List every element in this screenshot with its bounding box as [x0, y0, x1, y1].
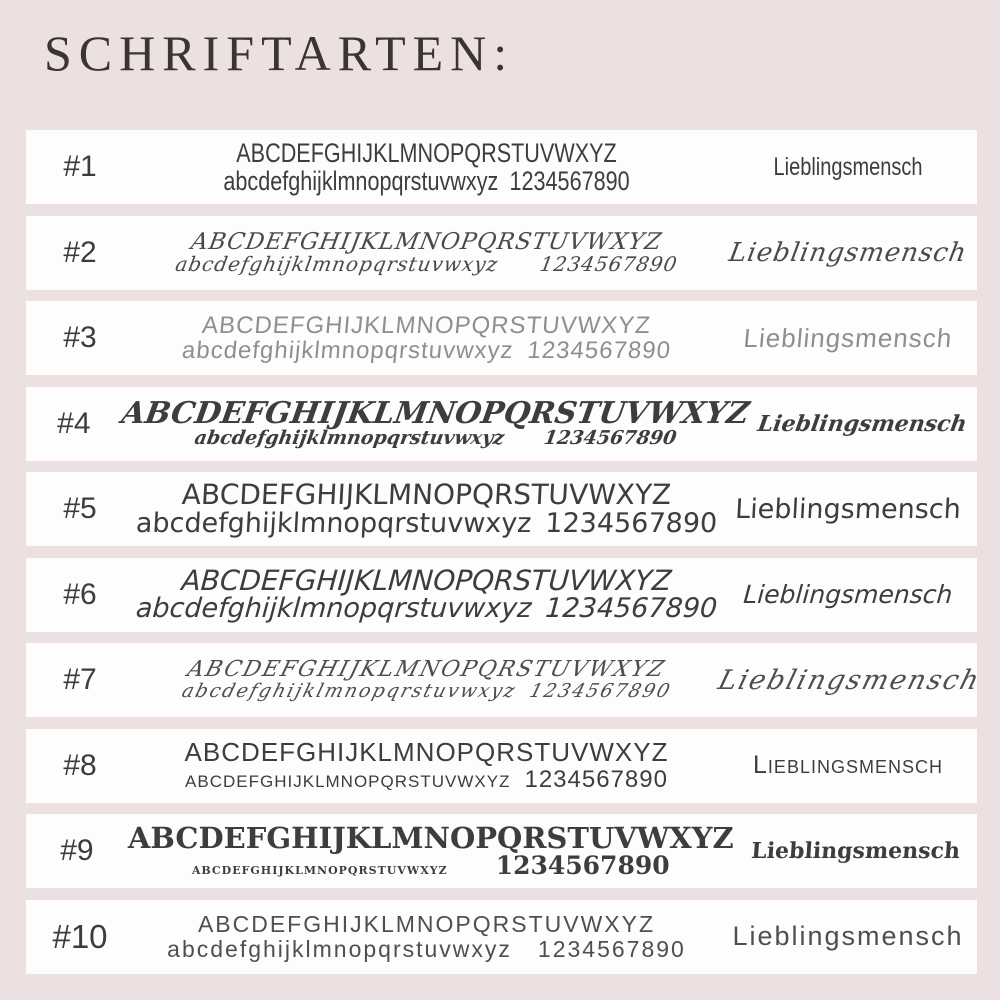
uppercase-line: ABCDEFGHIJKLMNOPQRSTUVWXYZ [184, 657, 669, 683]
digits: 1234567890 [524, 765, 668, 793]
alphabet-specimen [134, 563, 719, 625]
uppercase-line: ABCDEFGHIJKLMNOPQRSTUVWXYZ [180, 563, 673, 597]
font-specimen-sheet [26, 130, 985, 974]
lowercase-letters: abcdefghijklmnopqrstuvwxyz [167, 935, 512, 962]
digits: 1234567890 [544, 507, 718, 539]
lowercase-digits-line [131, 679, 721, 702]
lowercase-digits-line [128, 853, 734, 879]
sample-word: Lieblingsmensch [750, 838, 961, 864]
lowercase-letters: abcdefghijklmnopqrstuvwxyz [173, 252, 501, 277]
alphabet-specimen [134, 139, 719, 196]
font-number: #10 [52, 917, 108, 955]
sample-word: Lieblingsmensch [726, 237, 970, 268]
lowercase-digits-line [134, 937, 719, 961]
font-row-5 [26, 472, 977, 546]
lowercase-letters: abcdefghijklmnopqrstuvwxyz [185, 765, 511, 793]
lowercase-digits-line [133, 595, 720, 623]
sample-word: Lieblingsmensch [753, 751, 943, 779]
sample-word: Lieblingsmensch [756, 410, 970, 437]
font-number: #1 [63, 150, 97, 183]
lowercase-digits-line [133, 338, 720, 363]
font-row-10 [26, 900, 977, 974]
sample-word: Lieblingsmensch [732, 921, 964, 951]
alphabet-specimen [134, 230, 719, 275]
font-row-7 [26, 643, 985, 717]
digits: 1234567890 [509, 166, 630, 196]
lowercase-letters: abcdefghijklmnopqrstuvwxyz [134, 593, 533, 625]
digits: 1234567890 [542, 427, 678, 450]
lowercase-letters: abcdefghijklmnopqrstuvwxyz [180, 337, 515, 364]
font-number: #4 [57, 406, 91, 440]
page-title: SCHRIFTARTEN: [44, 25, 515, 81]
sample-word: Lieblingsmensch [734, 493, 962, 525]
uppercase-line: ABCDEFGHIJKLMNOPQRSTUVWXYZ [181, 478, 672, 512]
font-number: #6 [63, 577, 97, 611]
lowercase-digits-line [134, 767, 719, 792]
alphabet-specimen [134, 480, 719, 538]
digits: 1234567890 [526, 337, 673, 364]
lowercase-letters: abcdefghijklmnopqrstuvwxyz [179, 679, 520, 702]
digits: 1234567890 [544, 593, 719, 625]
lowercase-digits-line [132, 254, 721, 275]
font-number: #3 [63, 321, 97, 354]
font-number: #9 [60, 834, 94, 867]
alphabet-specimen [134, 313, 719, 363]
digits: 1234567890 [527, 679, 675, 702]
digits: 1234567890 [495, 851, 670, 881]
uppercase-line: ABCDEFGHIJKLMNOPQRSTUVWXYZ [236, 137, 617, 168]
sample-word: Lieblingsmensch [714, 664, 985, 696]
digits: 1234567890 [538, 252, 680, 277]
lowercase-letters: abcdefghijklmnopqrstuvwxyz [192, 427, 506, 450]
alphabet-specimen [118, 395, 752, 450]
lowercase-digits-line [120, 429, 750, 449]
uppercase-line: ABCDEFGHIJKLMNOPQRSTUVWXYZ [127, 820, 734, 855]
uppercase-line: ABCDEFGHIJKLMNOPQRSTUVWXYZ [197, 911, 656, 938]
lowercase-digits-line [193, 167, 661, 195]
alphabet-specimen [134, 658, 719, 701]
font-row-9 [26, 814, 977, 888]
alphabet-specimen [127, 820, 734, 881]
font-row-3 [26, 301, 977, 375]
lowercase-letters: abcdefghijklmnopqrstuvwxyz [223, 166, 499, 196]
font-number: #8 [63, 748, 97, 782]
uppercase-line: ABCDEFGHIJKLMNOPQRSTUVWXYZ [200, 311, 653, 339]
lowercase-letters: abcdefghijklmnopqrstuvwxyz [135, 507, 533, 539]
lowercase-digits-line [133, 507, 719, 539]
font-row-6 [26, 558, 977, 632]
uppercase-line: ABCDEFGHIJKLMNOPQRSTUVWXYZ [118, 395, 752, 431]
font-number: #5 [63, 492, 97, 525]
uppercase-line: ABCDEFGHIJKLMNOPQRSTUVWXYZ [184, 737, 669, 768]
sample-word: Lieblingsmensch [742, 322, 954, 353]
font-number: #2 [63, 235, 97, 269]
uppercase-line: ABCDEFGHIJKLMNOPQRSTUVWXYZ [189, 228, 664, 255]
lowercase-letters: abcdefghijklmnopqrstuvwxyz [191, 859, 448, 879]
font-row-8 [26, 729, 977, 803]
font-row-1 [26, 130, 977, 204]
alphabet-specimen [134, 912, 719, 960]
font-row-2 [26, 216, 977, 290]
digits: 1234567890 [537, 935, 686, 962]
sample-word: Lieblingsmensch [773, 152, 923, 181]
font-row-4 [26, 387, 977, 461]
font-number: #7 [63, 663, 97, 696]
sample-word: Lieblingsmensch [742, 580, 954, 609]
alphabet-specimen [134, 739, 719, 791]
